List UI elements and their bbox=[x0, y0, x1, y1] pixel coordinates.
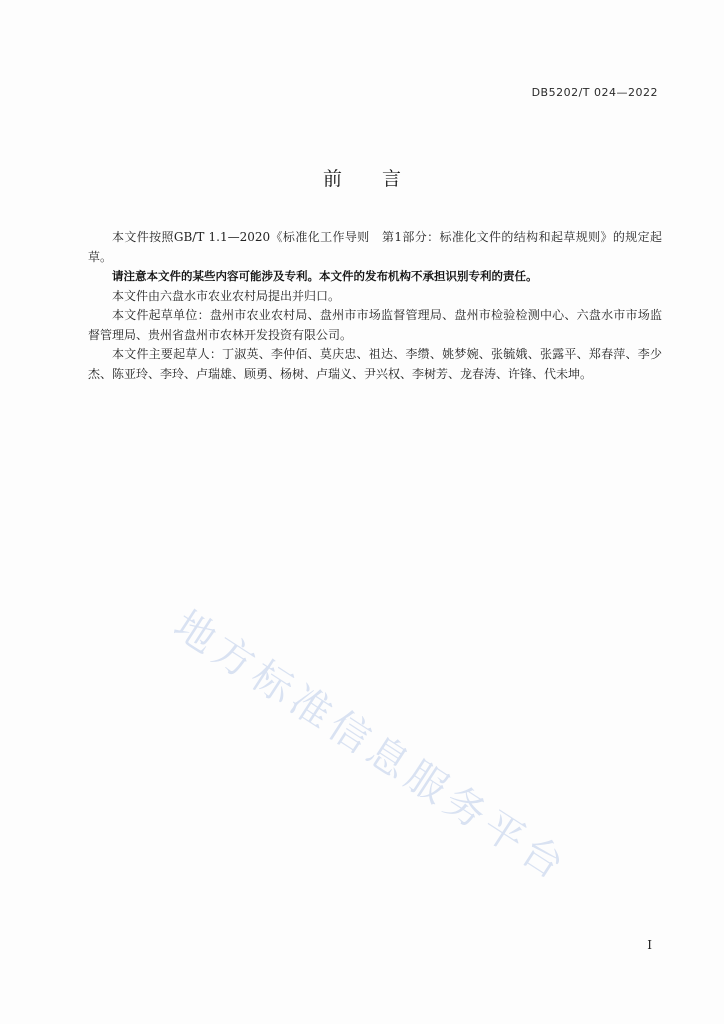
foreword-body bbox=[88, 228, 662, 384]
paragraph-drafting-rules: 本文件按照GB/T 1.1—2020《标准化工作导则 第1部分：标准化文件的结构和起草规则》的规定起草。 bbox=[88, 230, 662, 264]
paragraph-proposer: 本文件由六盘水市农业农村局提出并归口。 bbox=[112, 288, 341, 303]
paragraph-drafters: 本文件主要起草人：丁淑英、李仲佰、莫庆忠、祖达、李缵、姚梦婉、张毓娥、张露平、郑春萍、李少杰、陈亚玲、李玲、卢瑞雄、顾勇、杨树、卢瑞义、尹兴权、李树芳、龙春涛、许锋、代未坤。 bbox=[88, 347, 662, 381]
paragraph-drafting-units: 本文件起草单位：盘州市农业农村局、盘州市市场监督管理局、盘州市检验检测中心、六盘水市市场监督管理局、贵州省盘州市农林开发投资有限公司。 bbox=[88, 308, 662, 342]
paragraph-patent-notice: 请注意本文件的某些内容可能涉及专利。本文件的发布机构不承担识别专利的责任。 bbox=[112, 269, 538, 283]
page-number: I bbox=[647, 938, 652, 952]
document-code: DB5202/T 024—2022 bbox=[531, 86, 658, 99]
watermark: 地方标准信息服务平台 bbox=[165, 602, 577, 892]
page-title: 前言 bbox=[322, 168, 441, 190]
